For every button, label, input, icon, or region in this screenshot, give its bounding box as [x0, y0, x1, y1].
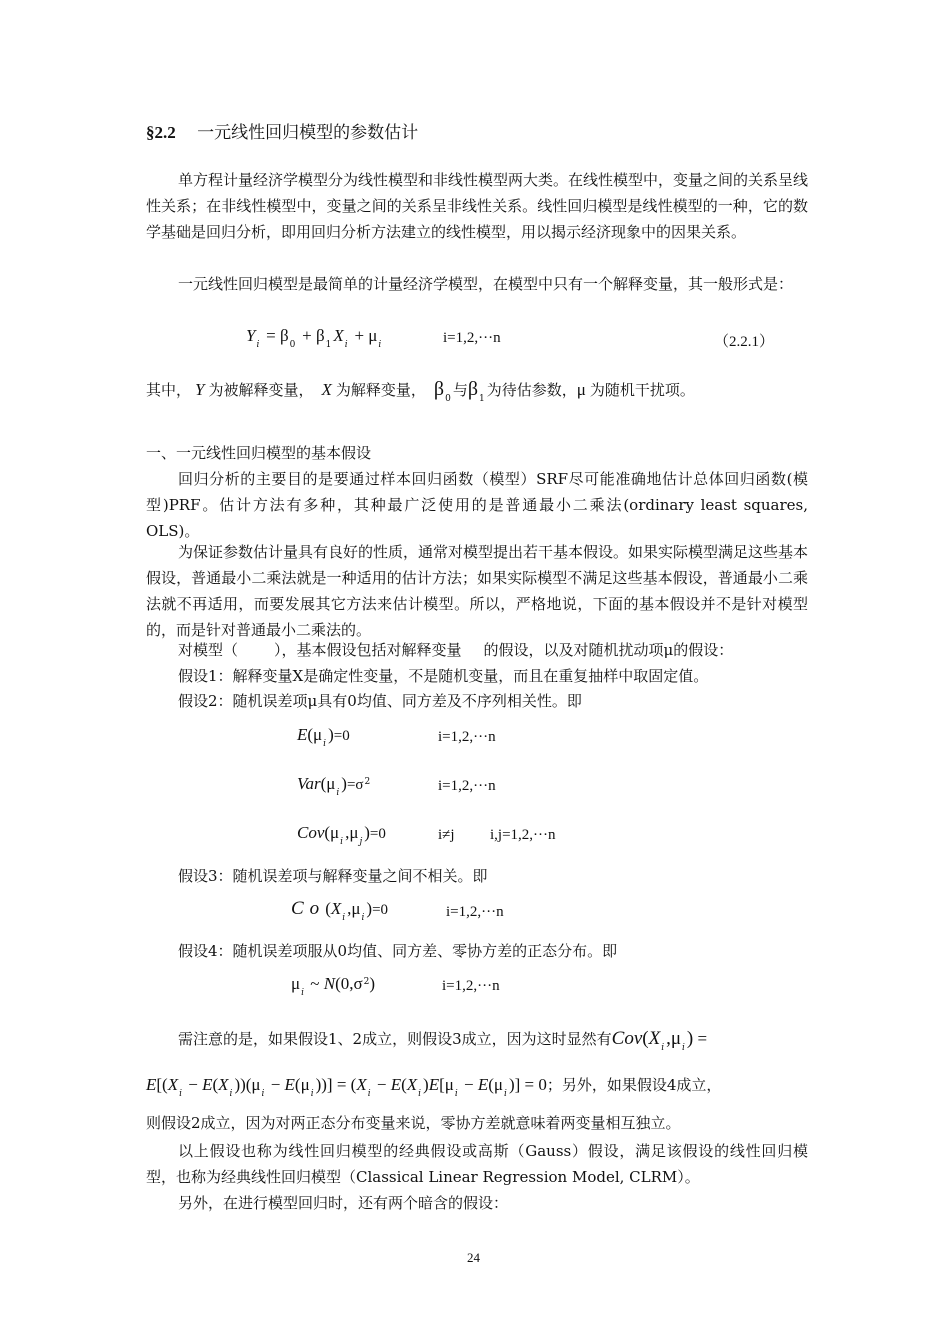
assumption-4: 假设4：随机误差项服从0均值、同方差、零协方差的正态分布。即	[178, 942, 618, 960]
no-autocorrelation-index: i,j=1,2,···n	[490, 827, 556, 843]
note-line-2: $E[(X_i - E(X_i$ ))($\mu_i - E(\mu_i$ ))] = ($X_i - E(X_i$ )$E[\mu_i - E(\mu_i$ )] = 0；另外，如果假设4成立，	[146, 1075, 722, 1099]
ols-paragraph: 回归分析的主要目的是要通过样本回归函数（模型）SRF尽可能准确地估计总体回归函数(模型)PRF。估计方法有多种，其种最广泛使用的是普通最小二乘法(ordinary least squares, OLS)。	[146, 470, 808, 540]
variable-definitions-line: 其中， Y 为被解释变量， X 为解释变量， $\beta_0$ 与$\beta_1$ 为待估参数，μ 为随机干扰项。	[146, 378, 695, 404]
homoscedasticity-equation: $Var(\mu_i$ )$=\sigma^2$	[297, 774, 371, 798]
note-line-3: 则假设2成立，因为对两正态分布变量来说，零协方差就意味着两变量相互独立。	[146, 1114, 681, 1132]
assumption-1: 假设1：解释变量X是确定性变量，不是随机变量，而且在重复抽样中取固定值。	[178, 667, 709, 685]
equation-2-2-1-index: i=1,2,···n	[443, 330, 501, 346]
section-heading	[146, 118, 418, 143]
normality-index: i=1,2,···n	[442, 978, 500, 994]
zero-mean-equation: $E(\mu_i$ )=0	[297, 725, 350, 749]
equation-2-2-1-number: （2.2.1）	[714, 334, 775, 350]
homoscedasticity-index: i=1,2,···n	[438, 778, 496, 794]
section-title: 一元线性回归模型的参数估计	[197, 123, 419, 143]
no-autocorrelation-equation: $Cov(\mu_i$ $,\mu_j$ )=0	[297, 823, 386, 847]
page-number: 24	[467, 1250, 480, 1265]
intro-paragraph: 单方程计量经济学模型分为线性模型和非线性模型两大类。在线性模型中，变量之间的关系呈线性关系；在非线性模型中，变量之间的关系呈非线性关系。线性回归模型是线性模型的一种，它的数学基础是回归分析，即用回归分析方法建立的线性模型，用以揭示经济现象中的因果关系。	[146, 171, 809, 241]
assumption-2: 假设2：随机误差项μ具有0均值、同方差及不序列相关性。即	[178, 692, 582, 710]
assumption-intro-line: 对模型（ ），基本假设包括对解释变量 的假设，以及对随机扰动项μ的假设：	[178, 641, 734, 659]
implicit-assumptions-line: 另外，在进行模型回归时，还有两个暗含的假设：	[178, 1194, 509, 1212]
subsection-heading: 一、一元线性回归模型的基本假设	[146, 444, 372, 462]
zero-mean-index: i=1,2,···n	[438, 729, 496, 745]
gauss-assumption-paragraph: 以上假设也称为线性回归模型的经典假设或高斯（Gauss）假设，满足该假设的线性回归模型，也称为经典线性回归模型（Classical Linear Regression Model, CLRM）。	[146, 1142, 808, 1186]
uncorrelated-index: i=1,2,···n	[446, 904, 504, 920]
assumption-rationale-paragraph: 为保证参数估计量具有良好的性质，通常对模型提出若干基本假设。如果实际模型满足这些基本假设，普通最小二乘法就是一种适用的估计方法；如果实际模型不满足这些基本假设，普通最小二乘法就不再适用，而要发展其它方法来估计模型。所以，严格地说，下面的基本假设并不是针对模型的，而是针对普通最小二乘法的。	[146, 543, 809, 639]
equation-2-2-1: $Y_i = \beta_0 + \beta_1$ $X_i + \mu_i$	[246, 326, 382, 350]
no-autocorrelation-condition: i≠j	[438, 827, 455, 843]
assumption-3: 假设3：随机误差项与解释变量之间不相关。即	[178, 867, 488, 885]
uncorrelated-equation: $Co(X_i$ $,\mu_i$ )=0	[291, 898, 389, 923]
section-number: §2.2	[146, 123, 176, 142]
model-definition-paragraph: 一元线性回归模型是最简单的计量经济学模型，在模型中只有一个解释变量，其一般形式是：	[178, 275, 794, 293]
normality-equation: $\mu_i$ ~ $N(0,\sigma^2)$	[291, 974, 376, 998]
note-line-1: 需注意的是，如果假设1、2成立，则假设3成立，因为这时显然有$Cov(X_i$ $,\mu_i$ ) =	[178, 1028, 708, 1053]
